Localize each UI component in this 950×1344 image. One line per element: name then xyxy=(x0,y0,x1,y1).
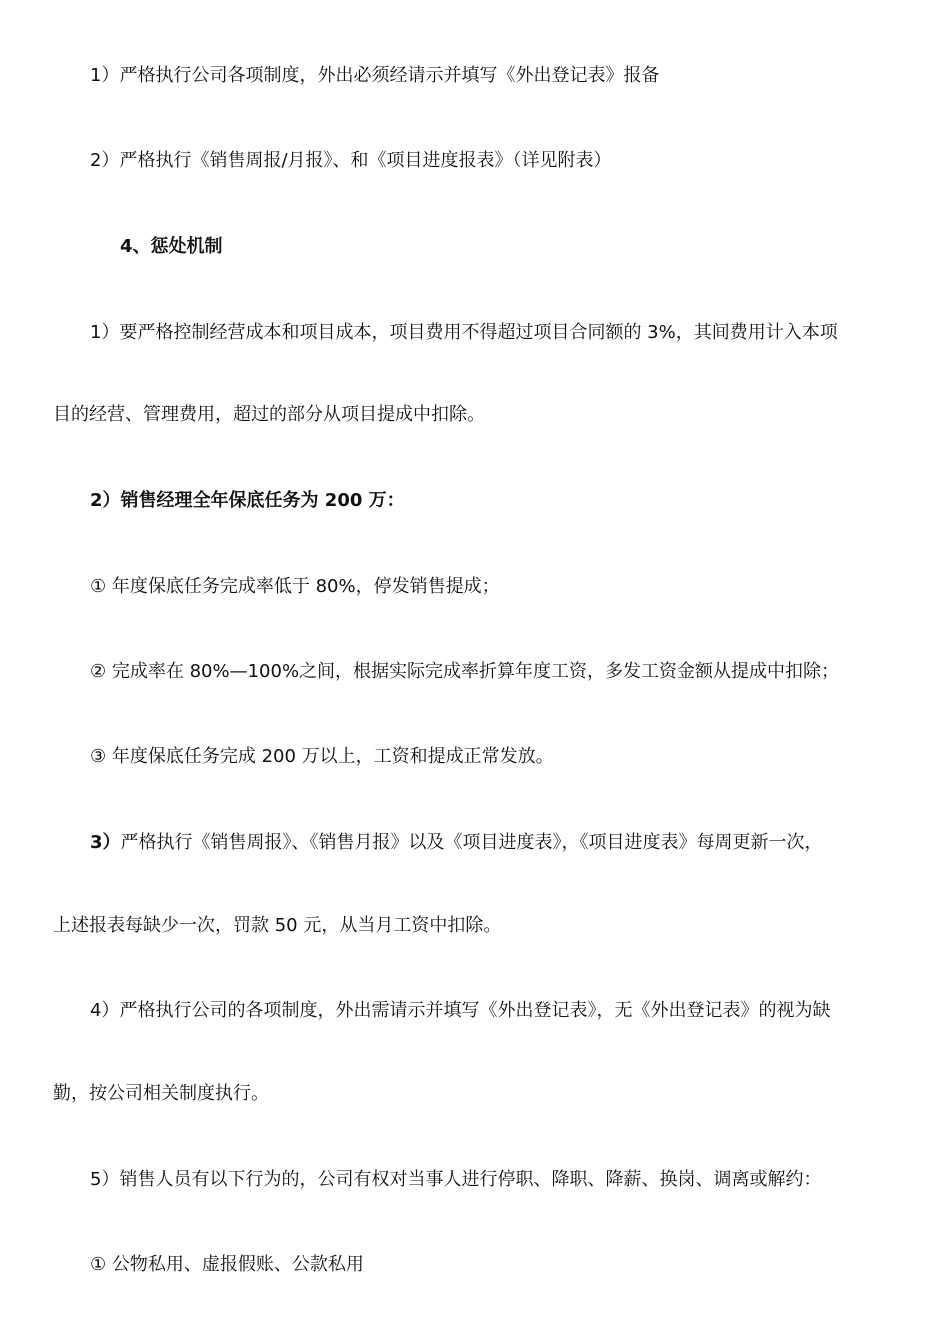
paragraph-reports-line2: 上述报表每缺少一次，罚款 50 元，从当月工资中扣除。 xyxy=(53,915,502,936)
paragraph-reports-text: 严格执行《销售周报》、《销售月报》以及《项目进度表》，《项目进度表》每周更新一次， xyxy=(120,832,823,853)
paragraph-sales-target: 2）销售经理全年保底任务为 200 万： xyxy=(90,490,405,511)
paragraph-cost-control-line1: 1）要严格控制经营成本和项目成本，项目费用不得超过项目合同额的 3%，其间费用计入本项 xyxy=(90,322,838,343)
section-heading-penalty: 4、惩处机制 xyxy=(120,236,223,257)
list-item-target-2: ② 完成率在 80%—100%之间，根据实际完成率折算年度工资，多发工资金额从提成中扣除； xyxy=(90,661,840,682)
list-item-target-3: ③ 年度保底任务完成 200 万以上，工资和提成正常发放。 xyxy=(90,746,554,767)
paragraph-rule-2: 2）严格执行《销售周报/月报》、和《项目进度报表》（详见附表） xyxy=(90,150,612,171)
paragraph-leave-line1: 4）严格执行公司的各项制度，外出需请示并填写《外出登记表》，无《外出登记表》的视为缺 xyxy=(90,1000,831,1021)
paragraph-leave-line2: 勤，按公司相关制度执行。 xyxy=(53,1083,269,1104)
paragraph-disciplinary: 5）销售人员有以下行为的，公司有权对当事人进行停职、降职、降薪、换岗、调离或解约： xyxy=(90,1169,822,1190)
list-item-target-1: ① 年度保底任务完成率低于 80%，停发销售提成； xyxy=(90,576,500,597)
list-item-disciplinary-1: ① 公物私用、虚报假账、公款私用 xyxy=(90,1254,364,1275)
paragraph-reports-number: 3） xyxy=(90,832,121,853)
paragraph-reports-line1 xyxy=(90,829,823,857)
paragraph-rule-1: 1）严格执行公司各项制度，外出必须经请示并填写《外出登记表》报备 xyxy=(90,65,660,86)
paragraph-cost-control-line2: 目的经营、管理费用，超过的部分从项目提成中扣除。 xyxy=(53,404,485,425)
